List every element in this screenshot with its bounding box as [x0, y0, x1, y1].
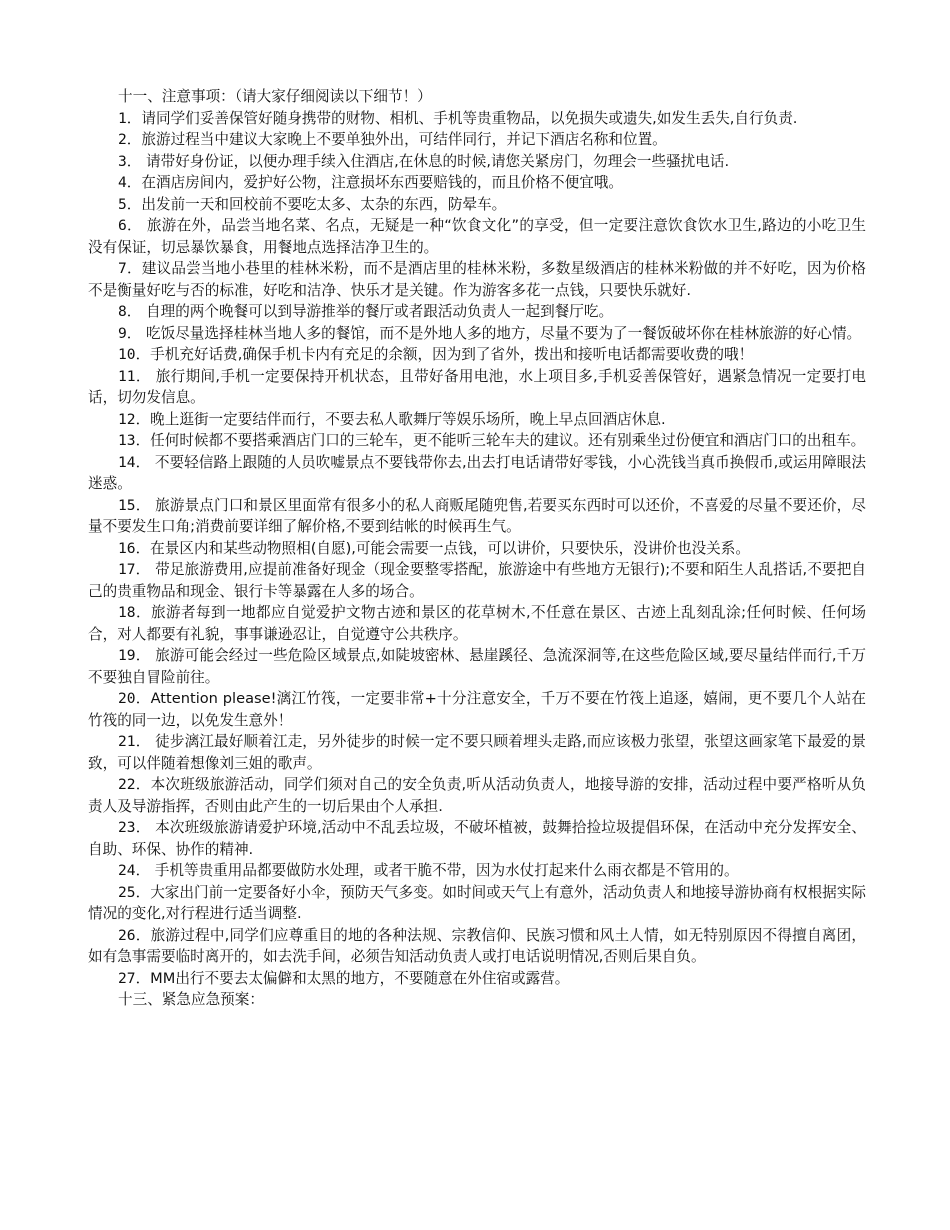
document-page	[88, 86, 866, 1011]
item-number: 23．	[118, 819, 151, 836]
item-text: 旅游在外，品尝当地名菜、名点，无疑是一种“饮食文化”的享受，但一定要注意饮食饮水卫生,路边的小吃卫生没有保证，切忌暴饮暴食，用餐地点选择洁净卫生的。	[88, 217, 866, 256]
item-text: 吃饭尽量选择桂林当地人多的餐馆，而不是外地人多的地方，尽量不要为了一餐饭破坏你在桂林旅游的好心情。	[141, 324, 862, 342]
item-text: 本次班级旅游请爱护环境,活动中不乱丢垃圾，不破坏植被，鼓舞拾捡垃圾提倡环保，在活动中充分发挥安全、自助、环保、协作的精神.	[88, 819, 866, 858]
item-text: 手机等贵重用品都要做防水处理，或者干脆不带，因为水仗打起来什么雨衣都是不管用的。	[150, 862, 739, 879]
item-number: 16．	[118, 539, 151, 557]
list-item-18	[88, 602, 866, 645]
item-text: 晚上逛街一定要结伴而行，不要去私人歌舞厅等娱乐场所，晚上早点回酒店休息.	[150, 410, 666, 428]
list-item-27	[88, 968, 866, 990]
list-item-11	[88, 366, 866, 409]
list-item-3	[88, 151, 866, 173]
item-text: 任何时候都不要搭乘酒店门口的三轮车，更不能听三轮车夫的建议。还有别乘坐过份便宜和酒店门口的出租车。	[150, 432, 866, 449]
item-number: 26．	[118, 926, 151, 944]
item-text: 建议品尝当地小巷里的桂林米粉，而不是酒店里的桂林米粉，多数星级酒店的桂林米粉做的并不好吃，因为价格不是衡量好吃与否的标准，好吃和洁净、快乐才是关键。作为游客多花一点钱，只要快乐就好.	[88, 260, 866, 299]
item-number: 7．	[118, 260, 142, 277]
list-item-16	[88, 538, 866, 560]
list-item-9	[88, 323, 866, 345]
item-number: 17．	[118, 561, 151, 578]
item-number: 25．	[118, 883, 151, 901]
item-text: 旅行期间,手机一定要保持开机状态，且带好备用电池，水上项目多,手机妥善保管好，遇紧急情况一定要打电话，切勿发信息。	[88, 367, 866, 406]
item-number: 14．	[118, 453, 151, 471]
item-text: 手机充好话费,确保手机卡内有充足的余额，因为到了省外，拨出和接听电话都需要收费的哦！	[150, 346, 754, 363]
item-text: 徒步漓江最好顺着江走，另外徒步的时候一定不要只顾着埋头走路,而应该极力张望，张望这画家笔下最爱的景致，可以伴随着想像刘三姐的歌声。	[88, 733, 866, 772]
item-number: 12．	[118, 410, 151, 428]
item-number: 5．	[118, 195, 142, 213]
item-text: 旅游过程当中建议大家晚上不要单独外出，可结伴同行，并记下酒店名称和位置。	[141, 131, 667, 148]
item-number: 13．	[118, 432, 151, 449]
section-13-heading: 十三、紧急应急预案：	[118, 991, 264, 1008]
list-item-24	[88, 860, 866, 882]
list-item-14	[88, 452, 866, 495]
list-item-12	[88, 409, 866, 431]
item-text: Attention please!漓江竹筏，一定要非常+十分注意安全，千万不要在竹筏上追逐，嬉闹，更不要几个人站在竹筏的同一边，以免发生意外！	[88, 690, 866, 729]
item-text: 在酒店房间内，爱护好公物，注意损坏东西要赔钱的，而且价格不便宜哦。	[141, 174, 623, 191]
item-text: 旅游过程中,同学们应尊重目的地的各种法规、宗教信仰、民族习惯和风土人情，如无特别原因不得擅自离团，如有急事需要临时离开的，如去洗手间，必须告知活动负责人或打电话说明情况,否则后果自负。	[88, 926, 866, 965]
list-item-8	[88, 301, 866, 323]
item-number: 21．	[118, 733, 151, 750]
list-item-21	[88, 731, 866, 774]
item-number: 1．	[118, 109, 142, 127]
item-number: 4．	[118, 174, 142, 191]
item-number: 15．	[118, 496, 151, 514]
item-text: MM出行不要去太偏僻和太黑的地方，不要随意在外住宿或露营。	[150, 969, 570, 987]
list-item-6	[88, 215, 866, 258]
item-text: 带足旅游费用,应提前准备好现金（现金要整零搭配，旅游途中有些地方无银行);不要和陌生人乱搭话,不要把自己的贵重物品和现金、银行卡等暴露在人多的场合。	[88, 561, 866, 600]
item-text: 旅游景点门口和景区里面常有很多小的私人商贩尾随兜售,若要买东西时可以还价，不喜爱的尽量不要还价，尽量不要发生口角;消费前要详细了解价格,不要到结帐的时候再生气。	[88, 496, 866, 535]
item-number: 6．	[118, 217, 142, 234]
list-item-1	[88, 108, 866, 130]
list-item-25	[88, 882, 866, 925]
item-text: 出发前一天和回校前不要吃太多、太杂的东西，防晕车。	[141, 195, 507, 213]
item-number: 19．	[118, 647, 151, 664]
list-item-17	[88, 559, 866, 602]
list-item-22	[88, 774, 866, 817]
item-number: 9．	[118, 324, 142, 342]
item-text: 自理的两个晚餐可以到导游推举的餐厅或者跟活动负责人一起到餐厅吃。	[141, 303, 614, 320]
list-item-4	[88, 172, 866, 194]
list-item-2	[88, 129, 866, 151]
list-item-13	[88, 430, 866, 452]
item-text: 不要轻信路上跟随的人员吹嘘景点不要钱带你去,出去打电话请带好零钱，小心洗钱当真币换假币,或运用障眼法迷惑。	[88, 453, 867, 492]
item-number: 24．	[118, 862, 151, 879]
section-11-heading: 十一、注意事项：（请大家仔细阅读以下细节！）	[118, 88, 432, 105]
item-number: 27．	[118, 969, 151, 987]
list-item-20	[88, 688, 866, 731]
item-number: 3．	[118, 152, 142, 170]
list-item-10	[88, 344, 866, 366]
list-item-23	[88, 817, 866, 860]
list-item-5	[88, 194, 866, 216]
list-item-19	[88, 645, 866, 688]
item-text: 本次班级旅游活动，同学们须对自己的安全负责,听从活动负责人，地接导游的安排，活动过程中要严格听从负责人及导游指挥，否则由此产生的一切后果由个人承担.	[88, 776, 866, 815]
item-number: 2．	[118, 131, 142, 148]
item-number: 8．	[118, 303, 142, 320]
item-number: 10．	[118, 346, 151, 363]
item-number: 22．	[118, 776, 151, 793]
item-text: 大家出门前一定要备好小伞，预防天气多变。如时间或天气上有意外，活动负责人和地接导游协商有权根据实际情况的变化,对行程进行适当调整.	[88, 883, 866, 922]
item-text: 在景区内和某些动物照相(自愿),可能会需要一点钱，可以讲价，只要快乐，没讲价也没关系。	[150, 539, 750, 557]
item-text: 请带好身份证，以便办理手续入住酒店,在休息的时候,请您关紧房门，勿理会一些骚扰电话.	[141, 152, 730, 170]
item-number: 20．	[118, 690, 151, 707]
item-number: 11．	[118, 367, 151, 385]
list-item-7	[88, 258, 866, 301]
item-text: 旅游者每到一地都应自觉爱护文物古迹和景区的花草树木,不任意在景区、古迹上乱刻乱涂;任何时候、任何场合，对人都要有礼貌，事事谦逊忍让，自觉遵守公共秩序。	[88, 604, 866, 643]
item-number: 18．	[118, 604, 151, 621]
item-text: 旅游可能会经过一些危险区域景点,如陡坡密林、悬崖蹊径、急流深洞等,在这些危险区域,要尽量结伴而行,千万不要独自冒险前往。	[88, 647, 866, 686]
list-item-26	[88, 925, 866, 968]
list-item-15	[88, 495, 866, 538]
item-text: 请同学们妥善保管好随身携带的财物、相机、手机等贵重物品，以免损失或遗失,如发生丢失,自行负责.	[141, 109, 798, 127]
